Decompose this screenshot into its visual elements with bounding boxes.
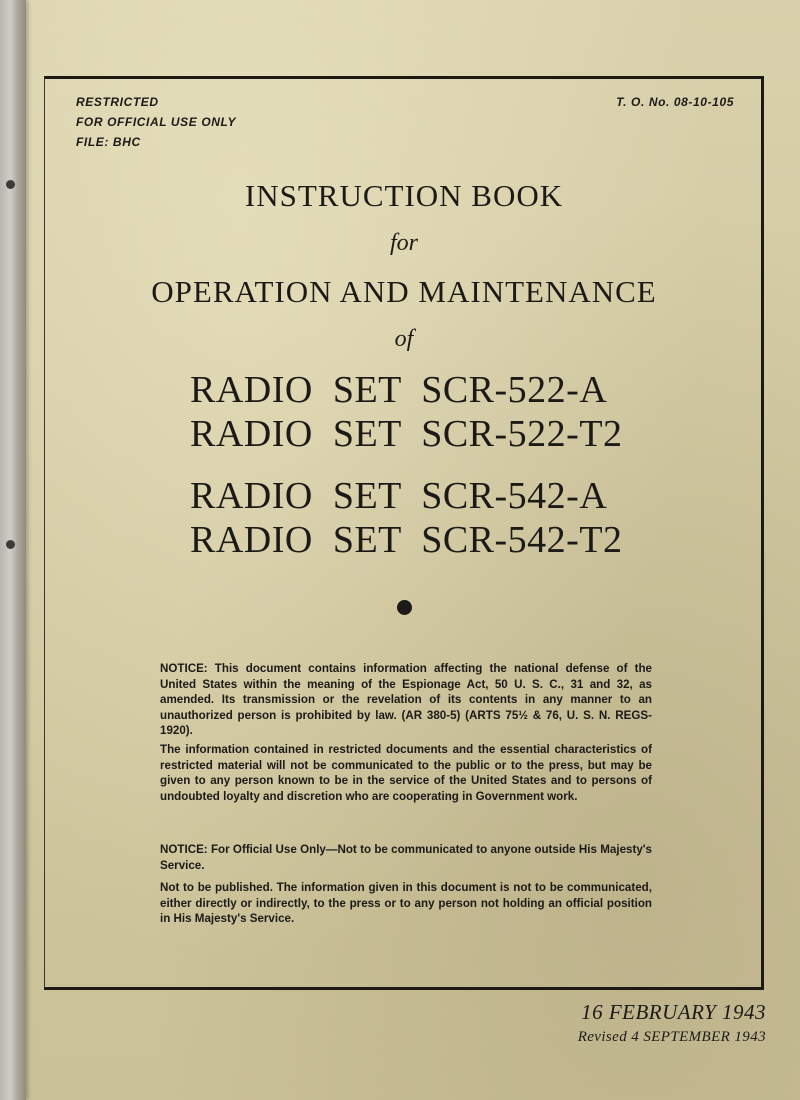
- technical-order-number: T. O. No. 08-10-105: [616, 95, 734, 109]
- file-label: FILE: BHC: [76, 135, 141, 149]
- restricted-label: RESTRICTED: [76, 95, 159, 109]
- notice-not-to-be-published: Not to be published. The information given in this document is not to be communicated, either directly or indirectly, to the press or to any person not holding an official position in His Majesty's Service.: [160, 881, 652, 925]
- notice-official-use: NOTICE: For Official Use Only—Not to be communicated to anyone outside His Majesty's Service.: [160, 843, 652, 872]
- bullet-dot: [397, 600, 412, 615]
- title-instruction-book: INSTRUCTION BOOK: [244, 178, 564, 213]
- publication-date: 16 FEBRUARY 1943: [581, 1000, 766, 1024]
- spiral-binding: [0, 0, 26, 1100]
- title-for: for: [389, 230, 418, 256]
- binding-hole: [6, 540, 15, 549]
- binding-hole: [6, 180, 15, 189]
- radio-set-title: RADIO SET SCR-542-T2: [190, 519, 623, 561]
- radio-set-title: RADIO SET SCR-522-T2: [190, 413, 623, 455]
- notice-espionage-act: NOTICE: This document contains information affecting the national defense of the United States within the meaning of the Espionage Act, 50 U. S. C., 31 and 32, as amended. Its transmission or the revelation of its contents in any manner to an unauthorized person is prohibited by law. (AR 380-5) (ARTS 75½ & 76, U. S. N. REGS-1920).: [160, 662, 652, 737]
- radio-set-title: RADIO SET SCR-522-A: [190, 369, 608, 411]
- title-of: of: [394, 326, 414, 352]
- classification-block: [76, 92, 236, 152]
- notice-restricted-information: The information contained in restricted documents and the essential characteristics of restricted material will not be communicated to the public or to the press, but may be given to any person known to be in the service of the United States and to persons of undoubted loyalty and discretion who are cooperating in Government work.: [160, 743, 652, 803]
- revision-date: Revised 4 SEPTEMBER 1943: [577, 1029, 766, 1045]
- radio-set-title: RADIO SET SCR-542-A: [190, 475, 608, 517]
- title-operation-maintenance: OPERATION AND MAINTENANCE: [151, 274, 657, 309]
- official-use-label: FOR OFFICIAL USE ONLY: [76, 115, 237, 129]
